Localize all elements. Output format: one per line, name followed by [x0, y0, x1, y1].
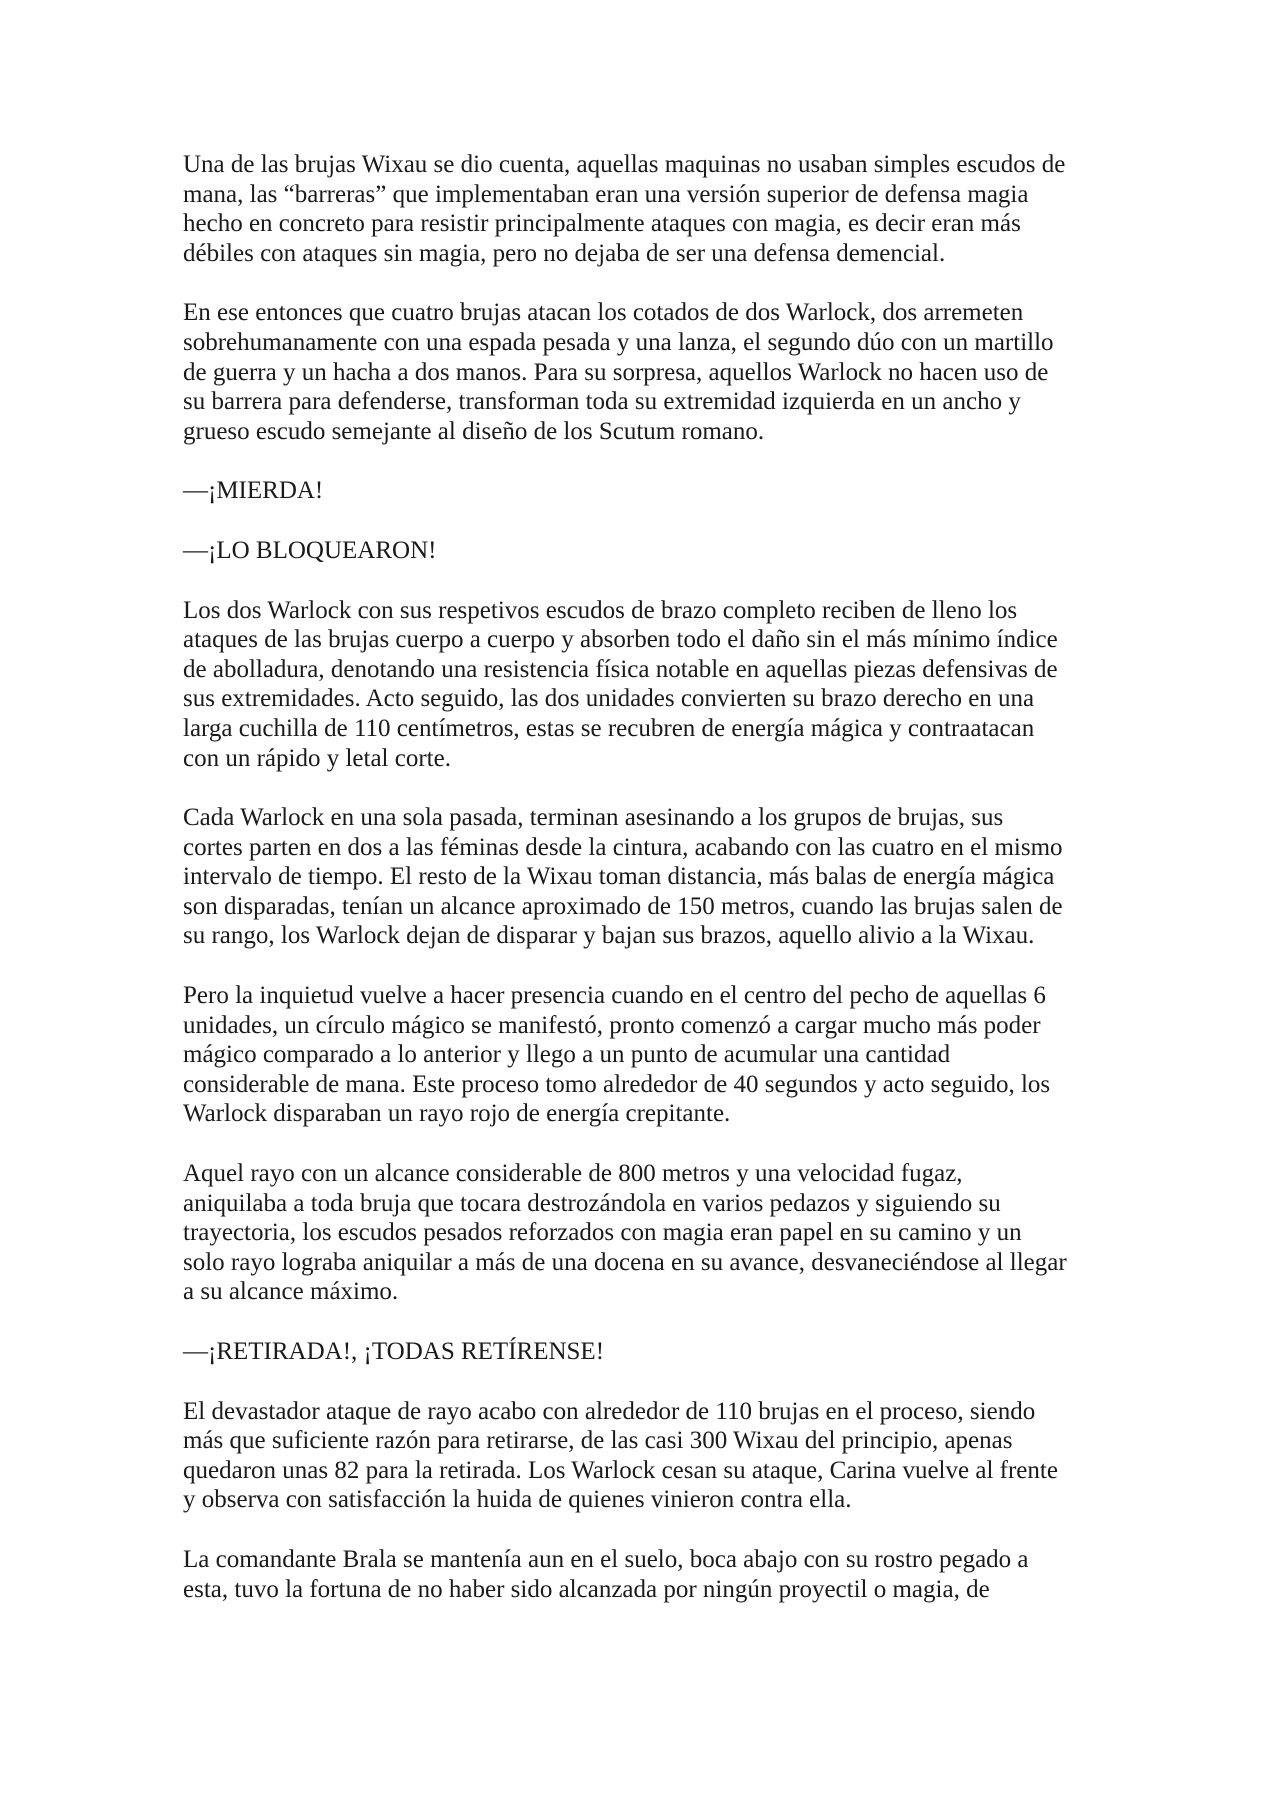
paragraph: La comandante Brala se mantenía aun en el suelo, boca abajo con su rostro pegado a esta, tuvo la fortuna de no haber sido alcanzada por ningún proyectil o magia, de — [183, 1545, 1029, 1603]
paragraph: El devastador ataque de rayo acabo con alrededor de 110 brujas en el proceso, siendo más que suficiente razón para retirarse, de las casi 300 Wixau del principio, apenas quedaron unas 82 para la retirada. Los Warlock cesan su ataque, Carina vuelve al frente y observa con satisfacción la huida de quienes vinieron contra ella. — [183, 1397, 1058, 1514]
dialogue-line: —¡MIERDA! — [183, 477, 324, 505]
paragraph: Pero la inquietud vuelve a hacer presencia cuando en el centro del pecho de aquellas 6 unidades, un círculo mágico se manifestó, pronto comenzó a cargar mucho más poder mágico comparado a lo anterior y llego a un punto de acumular una cantidad considerable de mana. Este proceso tomo alrededor de 40 segundos y acto seguido, los Warlock disparaban un rayo rojo de energía crepitante. — [183, 982, 1051, 1128]
dialogue-line: —¡RETIRADA!, ¡TODAS RETÍRENSE! — [183, 1338, 605, 1365]
paragraph: Aquel rayo con un alcance considerable de 800 metros y una velocidad fugaz, aniquilaba a toda bruja que tocara destrozándola en varios pedazos y siguiendo su trayectoria, los escudos pesados reforzados con magia eran papel en su camino y un solo rayo lograba aniquilar a más de una docena en su avance, desvaneciéndose al llegar a su alcance máximo. — [183, 1160, 1067, 1306]
document-body — [183, 150, 1103, 1634]
dialogue-line: —¡LO BLOQUEARON! — [183, 536, 437, 564]
paragraph: Cada Warlock en una sola pasada, terminan asesinando a los grupos de brujas, sus cortes parten en dos a las féminas desde la cintura, acabando con las cuatro en el mismo intervalo de tiempo. El resto de la Wixau toman distancia, más balas de energía mágica son disparadas, tenían un alcance aproximado de 150 metros, cuando las brujas salen de su rango, los Warlock dejan de disparar y bajan sus brazos, aquello alivio a la Wixau. — [183, 804, 1063, 950]
paragraph: Una de las brujas Wixau se dio cuenta, aquellas maquinas no usaban simples escudos de mana, las “barreras” que implementaban eran una versión superior de defensa magia hecho en concreto para resistir principalmente ataques con magia, es decir eran más débiles con ataques sin magia, pero no dejaba de ser una defensa demencial. — [183, 151, 1066, 267]
paragraph: Los dos Warlock con sus respetivos escudos de brazo completo reciben de lleno los ataques de las brujas cuerpo a cuerpo y absorben todo el daño sin el más mínimo índice de abolladura, denotando una resistencia física notable en aquellas piezas defensivas de sus extremidades. Acto seguido, las dos unidades convierten su brazo derecho en una larga cuchilla de 110 centímetros, estas se recubren de energía mágica y contraatacan con un rápido y letal corte. — [183, 596, 1058, 772]
paragraph: En ese entonces que cuatro brujas atacan los cotados de dos Warlock, dos arremeten sobrehumanamente con una espada pesada y una lanza, el segundo dúo con un martillo de guerra y un hacha a dos manos. Para su sorpresa, aquellos Warlock no hacen uso de su barrera para defenderse, transforman toda su extremidad izquierda en un ancho y grueso escudo semejante al diseño de los Scutum romano. — [183, 299, 1054, 445]
